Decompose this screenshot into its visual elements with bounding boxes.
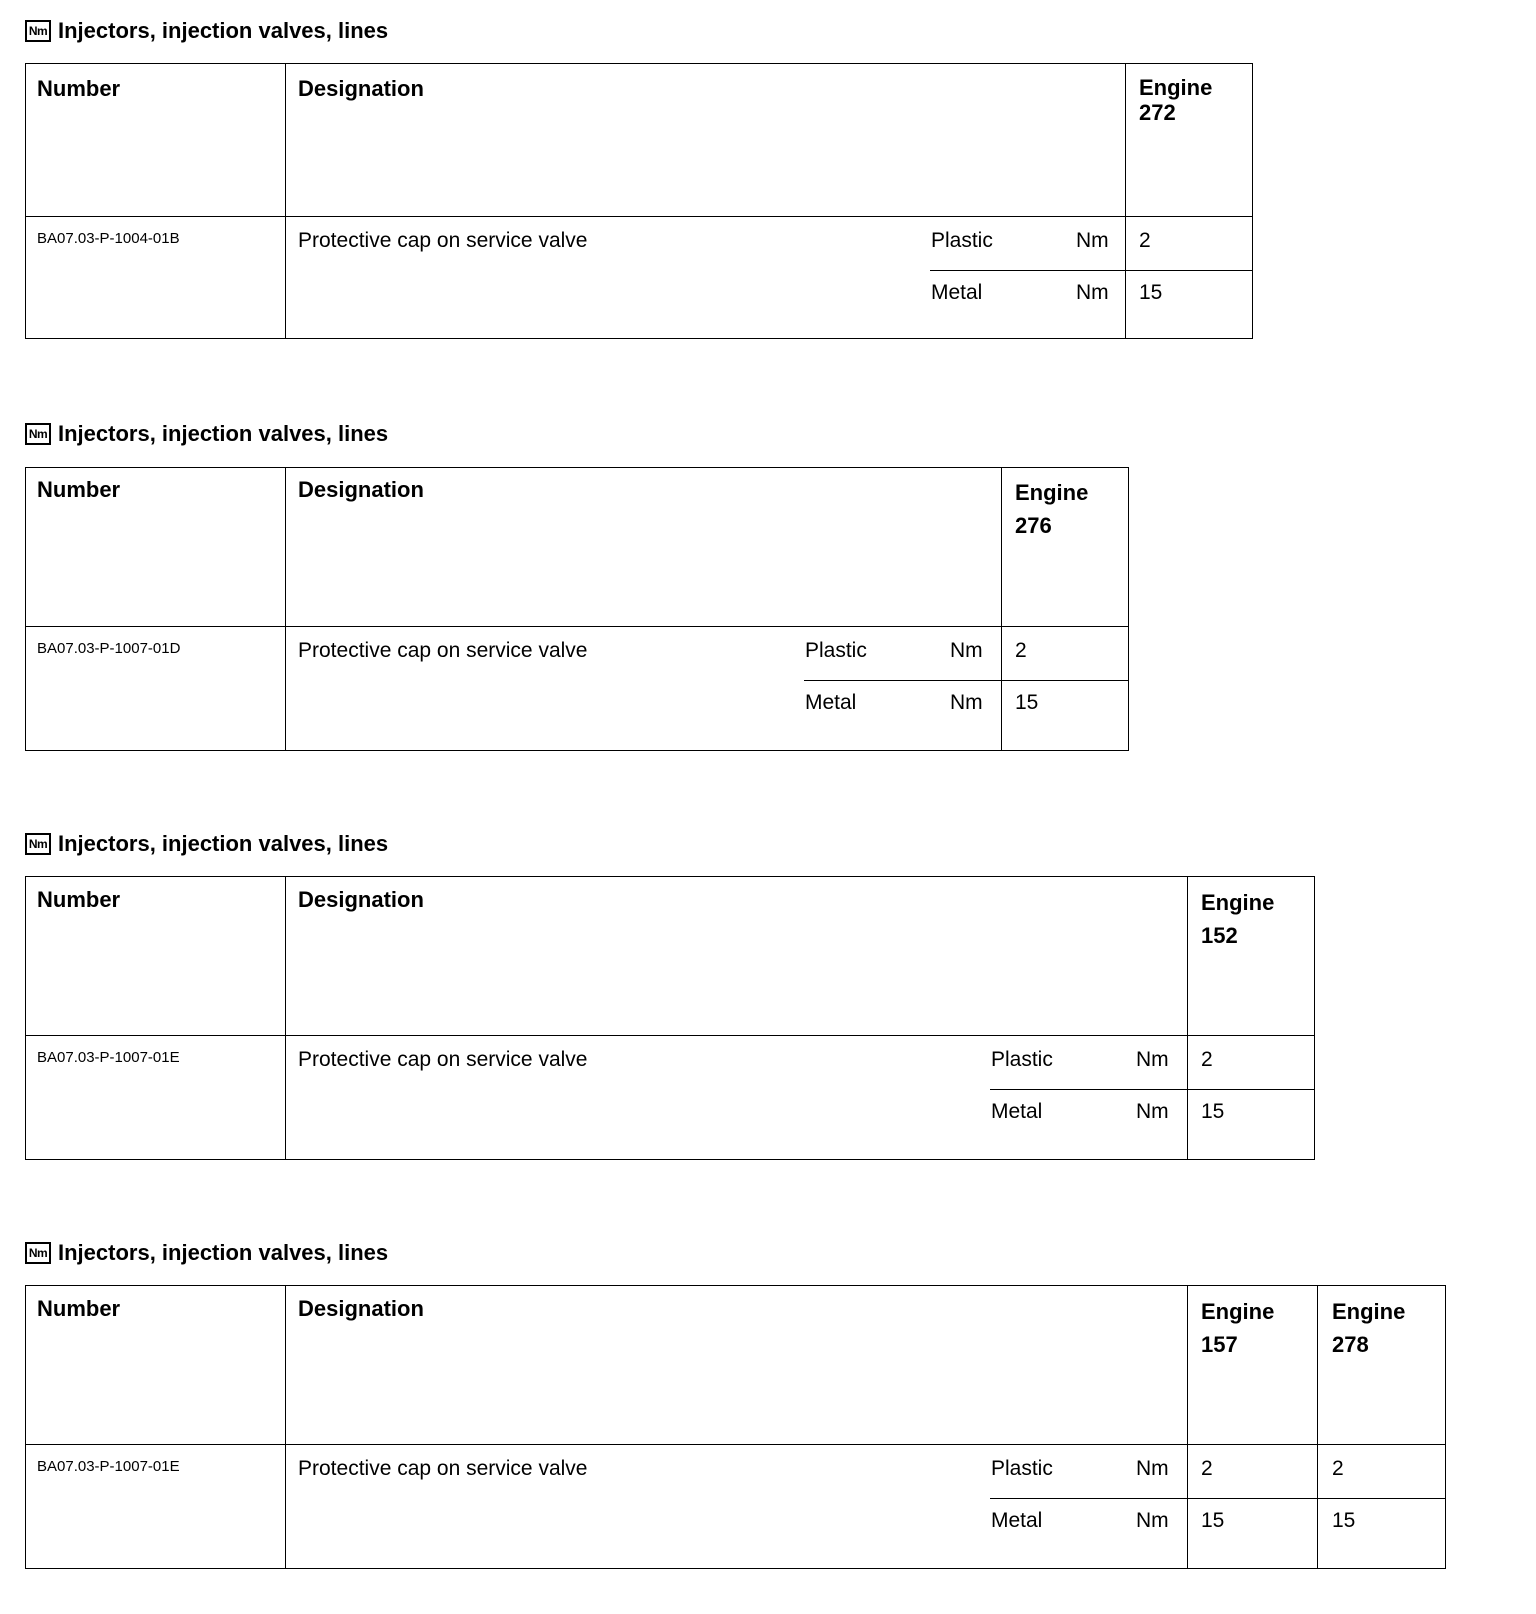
value-plastic: 2 — [1139, 229, 1151, 252]
material-metal: Metal — [991, 1509, 1043, 1532]
material-metal: Metal — [931, 281, 983, 304]
section-title-text: Injectors, injection valves, lines — [58, 1240, 389, 1265]
section-title-text: Injectors, injection valves, lines — [58, 831, 389, 856]
header-number: Number — [37, 76, 121, 101]
unit-plastic: Nm — [1136, 1457, 1169, 1480]
torque-table — [25, 1285, 1446, 1569]
designation-text: Protective cap on service valve — [298, 1048, 588, 1071]
designation-text: Protective cap on service valve — [298, 1457, 588, 1480]
torque-nm-icon: Nm — [25, 1242, 51, 1264]
torque-table — [25, 467, 1129, 751]
unit-metal: Nm — [1076, 281, 1109, 304]
torque-nm-icon: Nm — [25, 833, 51, 855]
header-number: Number — [37, 1296, 121, 1321]
section-title — [25, 421, 388, 447]
header-engine — [1139, 75, 1212, 125]
engine-number: 152 — [1201, 923, 1238, 948]
value-plastic: 2 — [1332, 1457, 1344, 1480]
part-number: BA07.03-P-1007-01D — [37, 640, 181, 657]
value-plastic: 2 — [1201, 1457, 1213, 1480]
material-plastic: Plastic — [991, 1457, 1053, 1480]
designation-text: Protective cap on service valve — [298, 639, 588, 662]
unit-plastic: Nm — [950, 639, 983, 662]
engine-number: 157 — [1201, 1332, 1238, 1357]
part-number: BA07.03-P-1004-01B — [37, 230, 180, 247]
header-number: Number — [37, 887, 121, 912]
section-title — [25, 1240, 388, 1266]
header-engine — [1201, 886, 1274, 952]
header-designation: Designation — [298, 887, 424, 912]
material-plastic: Plastic — [931, 229, 993, 252]
engine-number: 272 — [1139, 100, 1176, 125]
header-designation: Designation — [298, 1296, 424, 1321]
header-designation: Designation — [298, 76, 424, 101]
part-number: BA07.03-P-1007-01E — [37, 1049, 180, 1066]
section-title-text: Injectors, injection valves, lines — [58, 421, 389, 446]
designation-text: Protective cap on service valve — [298, 229, 588, 252]
unit-metal: Nm — [1136, 1100, 1169, 1123]
value-metal: 15 — [1332, 1509, 1356, 1532]
unit-plastic: Nm — [1136, 1048, 1169, 1071]
torque-nm-icon: Nm — [25, 423, 51, 445]
header-number: Number — [37, 477, 121, 502]
value-plastic: 2 — [1015, 639, 1027, 662]
unit-plastic: Nm — [1076, 229, 1109, 252]
unit-metal: Nm — [950, 691, 983, 714]
header-designation: Designation — [298, 477, 424, 502]
engine-label: Engine — [1139, 75, 1213, 100]
torque-table — [25, 876, 1315, 1160]
section-title-text: Injectors, injection valves, lines — [58, 18, 389, 43]
torque-nm-icon: Nm — [25, 20, 51, 42]
material-plastic: Plastic — [805, 639, 867, 662]
material-metal: Metal — [805, 691, 857, 714]
unit-metal: Nm — [1136, 1509, 1169, 1532]
material-metal: Metal — [991, 1100, 1043, 1123]
value-metal: 15 — [1201, 1509, 1225, 1532]
value-metal: 15 — [1015, 691, 1039, 714]
value-metal: 15 — [1139, 281, 1163, 304]
part-number: BA07.03-P-1007-01E — [37, 1458, 180, 1475]
engine-number: 276 — [1015, 513, 1052, 538]
header-engine — [1201, 1295, 1274, 1361]
torque-table — [25, 63, 1253, 339]
engine-label: Engine — [1332, 1299, 1406, 1324]
engine-number: 278 — [1332, 1332, 1369, 1357]
header-engine — [1332, 1295, 1405, 1361]
engine-label: Engine — [1015, 480, 1089, 505]
section-title — [25, 18, 388, 44]
header-engine — [1015, 476, 1088, 542]
section-title — [25, 831, 388, 857]
engine-label: Engine — [1201, 1299, 1275, 1324]
engine-label: Engine — [1201, 890, 1275, 915]
value-metal: 15 — [1201, 1100, 1225, 1123]
material-plastic: Plastic — [991, 1048, 1053, 1071]
value-plastic: 2 — [1201, 1048, 1213, 1071]
